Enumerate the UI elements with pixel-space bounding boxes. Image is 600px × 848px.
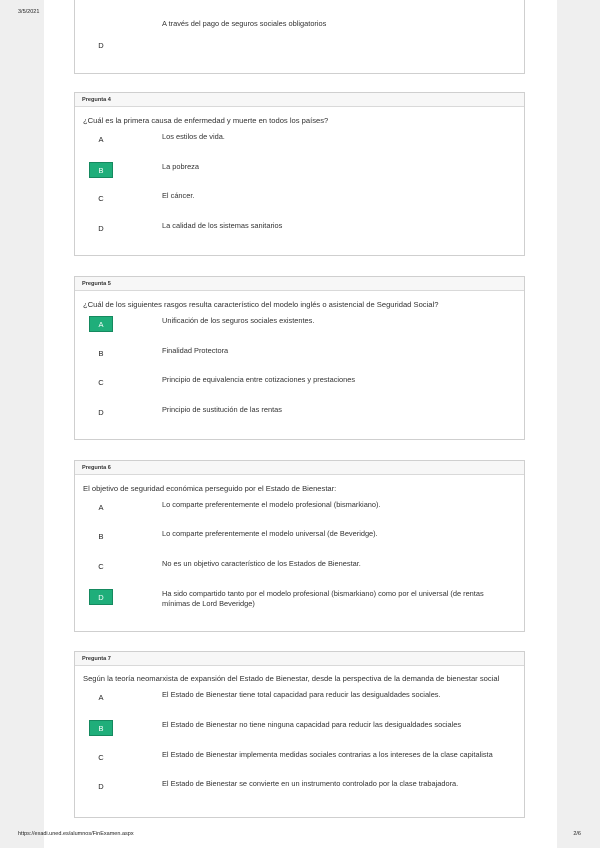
- question-card-4: [74, 92, 525, 256]
- option-letter-selected[interactable]: A: [89, 316, 113, 332]
- question-label: Pregunta 7: [75, 652, 524, 666]
- question-text: ¿Cuál de los siguientes rasgos resulta característico del modelo inglés o asistencial de Seguridad Social?: [83, 300, 439, 309]
- question-card-5: [74, 276, 525, 440]
- option-letter-selected[interactable]: B: [89, 162, 113, 178]
- question-label: Pregunta 5: [75, 277, 524, 291]
- option-text: A través del pago de seguros sociales obligatorios: [162, 19, 327, 28]
- right-margin-band: [557, 0, 600, 848]
- question-text: Según la teoría neomarxista de expansión del Estado de Bienestar, desde la perspectiva de la demanda de bienestar social: [83, 674, 500, 683]
- option-letter[interactable]: D: [98, 408, 104, 417]
- option-letter-selected[interactable]: B: [89, 720, 113, 736]
- option-letter[interactable]: A: [98, 693, 104, 702]
- option-letter[interactable]: A: [98, 135, 104, 144]
- option-letter[interactable]: D: [98, 782, 104, 791]
- question-text: El objetivo de seguridad económica perseguido por el Estado de Bienestar:: [83, 484, 337, 493]
- print-url: https://exadi.uned.es/alumnos/FinExamen.aspx: [18, 831, 134, 837]
- option-letter-selected[interactable]: D: [89, 589, 113, 605]
- option-text: Principio de equivalencia entre cotizaciones y prestaciones: [162, 375, 356, 384]
- question-label: Pregunta 6: [75, 461, 524, 475]
- print-date: 3/5/2021: [18, 9, 40, 15]
- option-text: Ha sido compartido tanto por el modelo profesional (bismarkiano) como por el universal (de rentas mínimas de Lord Beveridge): [162, 589, 484, 608]
- print-page-number: 2/6: [573, 831, 581, 837]
- option-letter[interactable]: D: [98, 41, 104, 50]
- option-letter[interactable]: C: [98, 753, 104, 762]
- option-text: Finalidad Protectora: [162, 346, 229, 355]
- option-letter[interactable]: C: [98, 562, 104, 571]
- option-text: La pobreza: [162, 162, 199, 171]
- question-card-6: [74, 460, 525, 632]
- option-text: El Estado de Bienestar tiene total capacidad para reducir las desigualdades sociales.: [162, 690, 441, 699]
- option-text: El Estado de Bienestar se convierte en un instrumento controlado por la clase trabajadora.: [162, 779, 459, 788]
- option-text: El cáncer.: [162, 191, 195, 200]
- option-letter[interactable]: B: [98, 349, 104, 358]
- option-text: El Estado de Bienestar no tiene ninguna capacidad para reducir las desigualdades sociales: [162, 720, 462, 729]
- option-letter[interactable]: C: [98, 378, 104, 387]
- option-text: Principio de sustitución de las rentas: [162, 405, 282, 414]
- option-text: El Estado de Bienestar implementa medidas sociales contrarias a los intereses de la clase capitalista: [162, 750, 493, 759]
- question-card-prev: [74, 0, 525, 74]
- left-margin-band: [0, 0, 44, 848]
- option-text: No es un objetivo característico de los Estados de Bienestar.: [162, 559, 361, 568]
- question-label: Pregunta 4: [75, 93, 524, 107]
- option-letter[interactable]: C: [98, 194, 104, 203]
- option-text: La calidad de los sistemas sanitarios: [162, 221, 283, 230]
- option-text: Los estilos de vida.: [162, 132, 225, 141]
- option-letter[interactable]: D: [98, 224, 104, 233]
- question-text: ¿Cuál es la primera causa de enfermedad y muerte en todos los países?: [83, 116, 329, 125]
- option-text: Lo comparte preferentemente el modelo universal (de Beveridge).: [162, 529, 378, 538]
- option-letter[interactable]: A: [98, 503, 104, 512]
- question-card-7: [74, 651, 525, 818]
- option-text: Unificación de los seguros sociales existentes.: [162, 316, 315, 325]
- option-letter[interactable]: B: [98, 532, 104, 541]
- option-text: Lo comparte preferentemente el modelo profesional (bismarkiano).: [162, 500, 381, 509]
